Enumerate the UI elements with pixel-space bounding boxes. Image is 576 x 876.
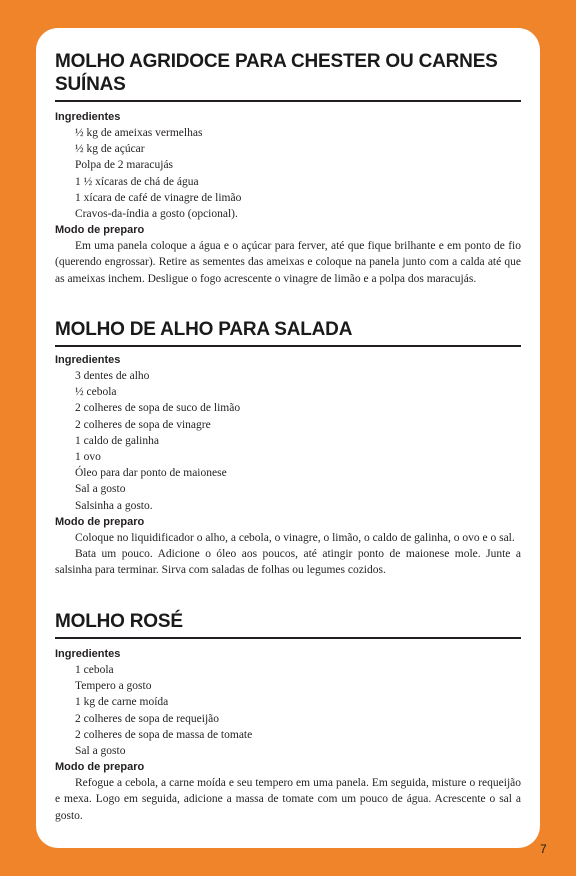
ingredient-item: ½ kg de ameixas vermelhas xyxy=(75,127,203,139)
method-paragraph: Bata um pouco. Adicione o óleo aos poucos, até atingir ponto de maionese mole. Junte a salsinha para terminar. Sirva com saladas de folhas ou legumes cozidos. xyxy=(55,548,521,577)
ingredient-item: 2 colheres de sopa de massa de tomate xyxy=(75,728,253,741)
ingredient-item: Salsinha a gosto. xyxy=(75,499,153,512)
recipe-title: MOLHO ROSÉ xyxy=(55,611,183,632)
recipe-page xyxy=(36,28,540,848)
ingredients-heading: Ingredientes xyxy=(55,648,121,660)
title-rule xyxy=(55,637,521,639)
method-heading: Modo de preparo xyxy=(55,224,145,237)
page-number: 7 xyxy=(540,842,547,856)
recipe-title: MOLHO AGRIDOCE PARA CHESTER OU CARNES SUÍNAS xyxy=(55,51,498,95)
title-rule xyxy=(55,345,521,347)
ingredient-item: Sal a gosto xyxy=(75,483,126,496)
ingredient-item: ½ kg de açúcar xyxy=(75,143,145,156)
ingredient-item: 3 dentes de alho xyxy=(75,370,150,382)
method-heading: Modo de preparo xyxy=(55,515,145,528)
recipe-title: MOLHO DE ALHO PARA SALADA xyxy=(55,319,353,340)
method-heading: Modo de preparo xyxy=(55,761,145,774)
ingredients-list xyxy=(55,125,521,222)
ingredient-item: Cravos-da-índia a gosto (opcional). xyxy=(75,208,238,221)
ingredient-item: 1 ovo xyxy=(75,451,101,464)
ingredient-item: 2 colheres de sopa de vinagre xyxy=(75,418,211,431)
ingredient-item: 1 kg de carne moída xyxy=(75,696,169,709)
ingredient-item: Sal a gosto xyxy=(75,745,126,758)
ingredient-item: 2 colheres de sopa de suco de limão xyxy=(75,402,241,415)
method-paragraph: Em uma panela coloque a água e o açúcar para ferver, até que fique brilhante e em ponto de fio (querendo engrossar). Retire as sementes das ameixas e coloque na panela junto com a calda até que as ameixas inchem. Desligue o fogo acrescente o vinagre de limão e a polpa dos maracujás. xyxy=(55,240,521,285)
ingredient-item: Tempero a gosto xyxy=(75,680,152,693)
recipe-molho-rose xyxy=(55,610,521,824)
recipe-molho-agridoce xyxy=(55,50,521,287)
method-paragraph: Refogue a cebola, a carne moída e seu tempero em uma panela. Em seguida, misture o requeijão e mexa. Logo em seguida, adicione a massa de tomate com um pouco de água. Acrescente o sal a gosto. xyxy=(55,777,521,822)
ingredient-item: Óleo para dar ponto de maionese xyxy=(75,467,227,480)
ingredient-item: 1 cebola xyxy=(75,664,114,676)
ingredient-item: 1 xícara de café de vinagre de limão xyxy=(75,191,242,204)
ingredient-item: 2 colheres de sopa de requeijão xyxy=(75,712,220,725)
ingredient-item: 1 caldo de galinha xyxy=(75,434,159,447)
ingredients-list xyxy=(55,368,521,514)
method-paragraph: Coloque no liquidificador o alho, a cebola, o vinagre, o limão, o caldo de galinha, o ovo e o sal. xyxy=(75,531,515,544)
ingredient-item: ½ cebola xyxy=(75,386,117,399)
ingredients-heading: Ingredientes xyxy=(55,354,121,366)
ingredient-item: Polpa de 2 maracujás xyxy=(75,159,174,172)
ingredients-heading: Ingredientes xyxy=(55,111,121,123)
recipe-molho-de-alho xyxy=(55,318,521,578)
ingredient-item: 1 ½ xícaras de chá de água xyxy=(75,175,199,188)
title-rule xyxy=(55,100,521,102)
ingredients-list xyxy=(55,662,521,759)
